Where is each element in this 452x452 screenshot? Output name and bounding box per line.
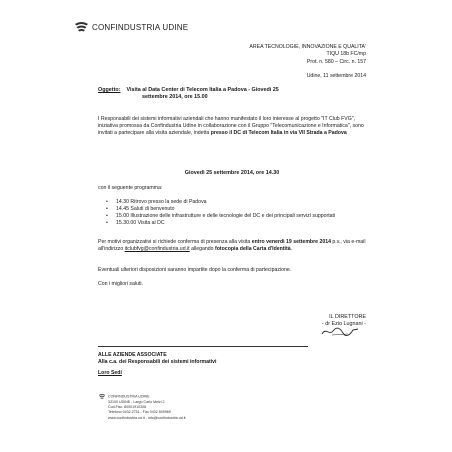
header-logo	[74, 20, 188, 34]
confirm-text-4: .	[290, 246, 293, 253]
confirm-text-3: allegando	[189, 246, 216, 253]
dept-line: AREA TECNOLOGIE, INNOVAZIONE E QUALITA'	[249, 44, 366, 50]
signer-title: IL DIRETTORE	[329, 314, 366, 320]
program-item: • 14.45 Saluti di benvenuto	[106, 206, 356, 213]
footer-org: CONFINDUSTRIA UDINE	[108, 394, 150, 399]
footer-line: Cod.Fisc. 80001910308	[108, 405, 147, 410]
addressee-block	[98, 352, 216, 378]
intro-bold: presso il DC di Telecom Italia in via VII Strada a Padova	[210, 130, 347, 137]
footer-line: www.confindustria.ud.it - info@confindustria.ud.it	[108, 415, 186, 420]
footer-logo-icon	[98, 393, 106, 400]
footer-line: 33100 UDINE - Largo Carlo Melzi 2	[108, 400, 165, 404]
addressee-loro-sedi: Loro Sedi	[98, 370, 122, 377]
event-heading: Giovedì 25 settembre 2014, ore 14.30	[184, 170, 280, 176]
intro-paragraph	[98, 116, 366, 137]
footer-line	[98, 393, 186, 400]
handwritten-signature-icon	[320, 325, 360, 337]
subject-label: Oggetto:	[98, 87, 121, 93]
program-intro: con il seguente programma:	[98, 185, 163, 191]
further-info: Eventuali ulteriori disposizioni saranno impartite dopo la conferma di partecipazione.	[98, 267, 292, 273]
program-item: • 14.30 Ritrovo presso la sede di Padova	[106, 199, 356, 206]
program-item: • 15.30.00 Visita al DC	[106, 220, 356, 227]
addressee-title: ALLE AZIENDE ASSOCIATE	[98, 352, 167, 358]
confirm-paragraph	[98, 239, 366, 253]
footer-line: Telefono 0432.2751 - Fax 0432.509969	[108, 410, 171, 415]
confirm-text-1: Per motivi organizzativi si richiede conferma di presenza alla visita	[98, 239, 252, 245]
footer-block	[98, 393, 186, 421]
signer-name: - dr Ezio Lugnani -	[321, 321, 366, 328]
intro-text: I Responsabili dei sistemi informativi aziendali che hanno manifestato il loro interesse al progetto "IT Club FVG", iniziativa promossa da Confindustria Udine in collaborazione con il Gruppo "Telecomunicazione e Informatica", sono invitati a partecipare alla visita aziendale, indetta	[98, 116, 364, 137]
subject-line-2: settembre 2014, ore 15.00	[142, 94, 208, 101]
org-name: CONFINDUSTRIA UDINE	[92, 22, 189, 32]
program-item: • 15.00 Illustrazione delle infrastrutture e delle tecnologie del DC e dei principali servizi supportati	[106, 213, 356, 220]
letter-date: Udine, 11 settembre 2014	[306, 73, 366, 79]
divider	[98, 346, 308, 347]
subject-line-1: Visita al Data Center di Telecom Italia a Padova - Giovedì 25	[126, 87, 279, 93]
dept-line: Prot. n. 580 – Circ. n. 157	[306, 58, 366, 65]
greeting: Con i migliori saluti.	[98, 281, 143, 287]
subject-block	[98, 87, 366, 101]
confirm-id-requirement: fotocopia della Carta d'Identità	[215, 246, 291, 253]
dept-line: TIQU 18b FC/mp	[326, 51, 366, 58]
contact-email-link[interactable]: itclubfvg@confindustria.ud.it	[124, 246, 190, 253]
addressee-subtitle: Alla c.a. dei Responsabili dei sistemi informativi	[98, 359, 217, 366]
confirm-text-2: p.v., via e-mail all'indirizzo	[98, 239, 366, 253]
program-list	[106, 199, 356, 227]
department-block	[249, 44, 366, 66]
confirm-deadline: entro venerdì 19 settembre 2014	[251, 239, 331, 245]
confindustria-logo-icon	[74, 20, 89, 34]
